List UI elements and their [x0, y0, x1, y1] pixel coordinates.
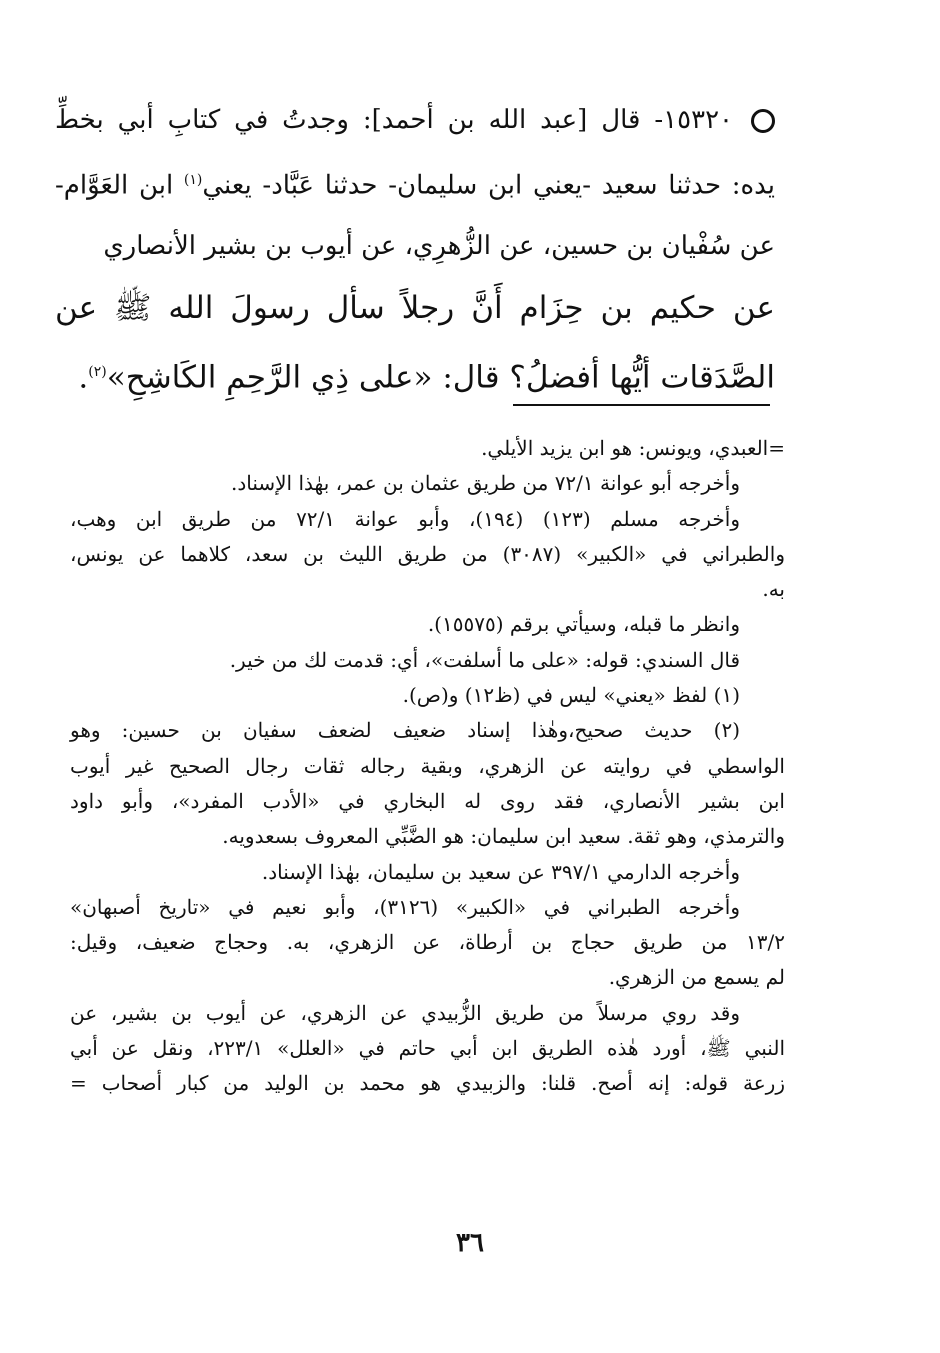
footnote-line: =العبدي، ويونس: هو ابن يزيد الأيلي. [481, 436, 785, 460]
footnote-line: وانظر ما قبله، وسيأتي برقم (١٥٥٧٥). [427, 612, 740, 637]
hadith-line-text: ١٥٣٢٠- قال [عبد الله بن أحمد]: وجدتُ في كتابِ أبي بخطِّ [55, 105, 733, 135]
hadith-line [55, 150, 775, 216]
footnote-line: (٢) حديث صحيح،وهٰذا إسناد ضعيف لضعف سفيان بن حسين: وهو [70, 718, 740, 743]
footnote-line: وأخرجه أبو عوانة ٧٢/١ من طريق عثمان بن عمر، بهٰذا الإسناد. [231, 471, 740, 496]
footnote-line: به. [762, 577, 785, 602]
hadith-line-tail: ابن العَوَّام- [55, 170, 174, 201]
footnote-line: قال السندي: قوله: «على ما أسلفت»، أي: قدمت لك من خير. [229, 647, 740, 672]
hadith-line-text: يده: حدثنا سعيد -يعني ابن سليمان- حدثنا عَبَّاد- يعني [202, 170, 775, 201]
footnote-line: وقد روي مرسلاً من طريق الزُّبيدي عن الزهري، عن أيوب بن بشير، عن [70, 1000, 740, 1025]
hadith-text [55, 90, 775, 409]
hadith-line-text: عن حكيم بن حِزَام أَنَّ رجلاً سأل رسولَ الله ﷺ عن [55, 289, 775, 326]
footnote-line: الواسطي في روايته عن الزهري، وبقية رجاله ثقات رجال الصحيح غير أيوب [70, 753, 785, 778]
hadith-line [55, 340, 775, 409]
footnote-line: زرعة قوله: إنه أصح. قلنا: والزبيدي هو محمد بن الوليد من كبار أصحاب = [70, 1071, 785, 1096]
footnote-line: النبي ﷺ، أورد هٰذه الطريق ابن أبي حاتم في «العلل» ٢٢٣/١، ونقل عن أبي [70, 1036, 785, 1061]
hadith-line [55, 216, 775, 276]
hadith-line-text: عن سُفْيان بن حسين، عن الزُّهرِي، عن أيوب بن بشير الأنصاري [103, 230, 775, 261]
hadith-line [55, 276, 775, 340]
footnote-ref-1: (١) [183, 172, 203, 188]
footnote-line: ابن بشير الأنصاري، فقد روى له البخاري في «الأدب المفرد»، وأبو داود [70, 788, 785, 813]
footnote-separator [513, 404, 770, 406]
circle-marker-icon [751, 109, 775, 133]
footnotes [70, 431, 785, 1102]
hadith-line-text: الصَّدَقات أيُّها أفضلُ؟ قال: «على ذِي الرَّحِمِ الكَاشِحِ» [106, 358, 775, 395]
footnote-ref-2: (٢) [88, 363, 107, 380]
footnote-line: وأخرجه الدارمي ٣٩٧/١ عن سعيد بن سليمان، بهٰذا الإسناد. [261, 859, 740, 884]
footnote-line: (١) لفظ «يعني» ليس في (ظ١٢) و(ص). [402, 683, 740, 708]
footnote-line: وأخرجه الطبراني في «الكبير» (٣١٢٦)، وأبو نعيم في «تاريخ أصبهان» [70, 894, 740, 919]
hadith-line [55, 90, 775, 150]
footnote-line: وأخرجه مسلم (١٢٣) (١٩٤)، وأبو عوانة ٧٢/١ من طريق ابن وهب، [70, 506, 740, 531]
footnote-line: والترمذي، وهو ثقة. سعيد ابن سليمان: هو الضَّبِّي المعروف بسعدويه. [222, 824, 785, 849]
hadith-line-end: . [78, 358, 89, 395]
footnote-line: لم يسمع من الزهري. [608, 965, 785, 990]
footnote-line: ١٣/٢ من طريق حجاج بن أرطاة، عن الزهري، به. وحجاج ضعيف، وقيل: [70, 930, 785, 955]
footnote-line: والطبراني في «الكبير» (٣٠٨٧) من طريق الليث بن سعد، كلاهما عن يونس، [70, 541, 785, 566]
page-number: ٣٦ [456, 1228, 484, 1258]
